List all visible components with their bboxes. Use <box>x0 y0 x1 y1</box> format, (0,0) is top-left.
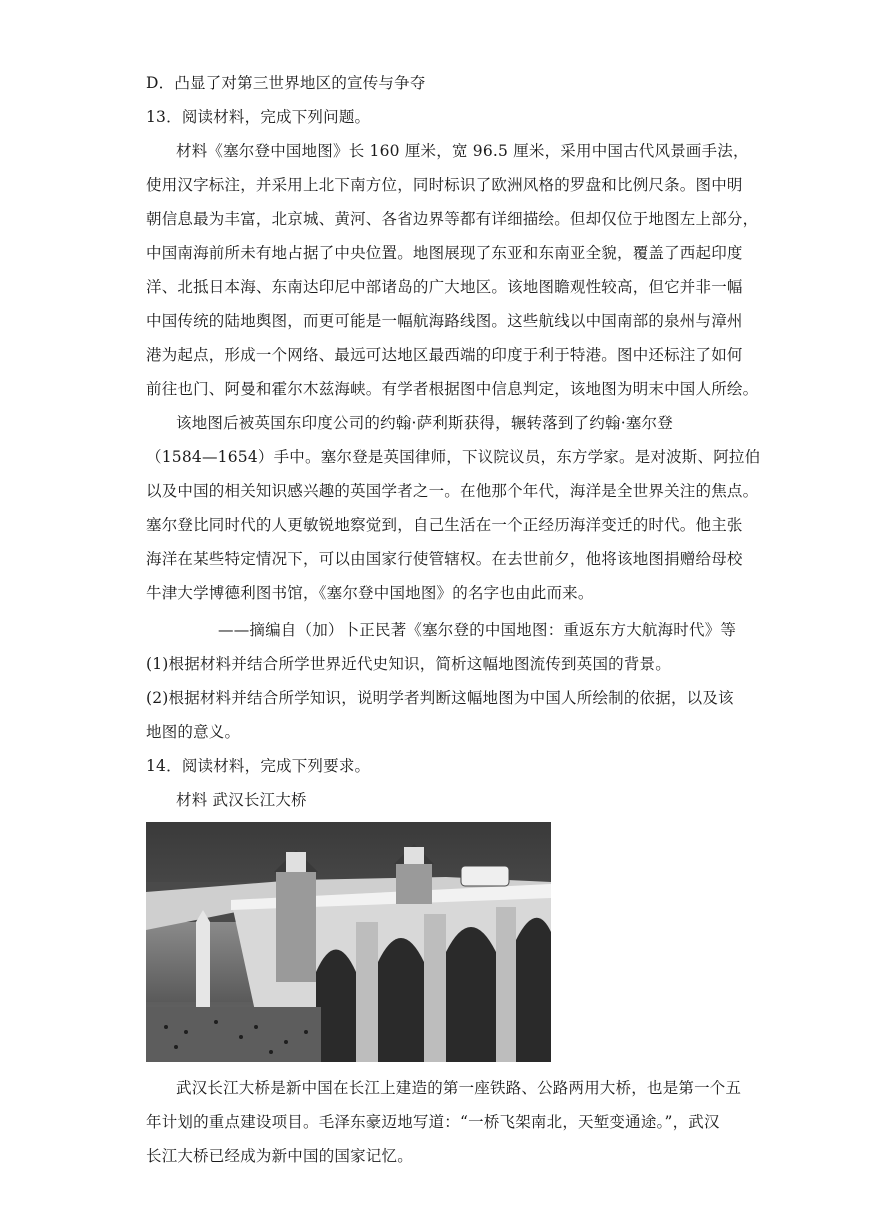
bridge-photo <box>146 822 551 1062</box>
text-line: 朝信息最为丰富，北京城、黄河、各省边界等都有详细描绘。但却仅位于地图左上部分， <box>146 210 759 228</box>
text-line: 年计划的重点建设项目。毛泽东豪迈地写道：“一桥飞架南北，天堑变通途。”，武汉 <box>146 1113 720 1131</box>
text-line: 前往也门、阿曼和霍尔木兹海峡。有学者根据图中信息判定，该地图为明末中国人所绘。 <box>146 380 759 398</box>
text-line: 材料《塞尔登中国地图》长 160 厘米，宽 96.5 厘米，采用中国古代风景画手法， <box>176 142 749 160</box>
text-line: 使用汉字标注，并采用上北下南方位，同时标识了欧洲风格的罗盘和比例尺条。图中明 <box>146 176 743 194</box>
text-line: 长江大桥已经成为新中国的国家记忆。 <box>146 1147 413 1165</box>
q13-sub1: (1)根据材料并结合所学世界近代史知识，简析这幅地图流传到英国的背景。 <box>146 655 671 673</box>
text-line: 中国传统的陆地舆图，而更可能是一幅航海路线图。这些航线以中国南部的泉州与漳州 <box>146 312 743 330</box>
text-line: 武汉长江大桥是新中国在长江上建造的第一座铁路、公路两用大桥，也是第一个五 <box>176 1079 742 1097</box>
text-line: 牛津大学博德利图书馆，《塞尔登中国地图》的名字也由此而来。 <box>146 584 594 602</box>
text-line: 中国南海前所未有地占据了中央位置。地图展现了东亚和东南亚全貌，覆盖了西起印度 <box>146 244 743 262</box>
text-line: 海洋在某些特定情况下，可以由国家行使管辖权。在去世前夕，他将该地图捐赠给母校 <box>146 550 743 568</box>
q13-sub2: (2)根据材料并结合所学知识，说明学者判断这幅地图为中国人所绘制的依据，以及该 <box>146 689 734 707</box>
text-line: 洋、北抵日本海、东南达印尼中部诸岛的广大地区。该地图瞻观性较高，但它并非一幅 <box>146 278 743 296</box>
q13-sub2-cont: 地图的意义。 <box>146 723 241 741</box>
text-line: 塞尔登比同时代的人更敏锐地察觉到，自己生活在一个正经历海洋变迁的时代。他主张 <box>146 516 743 534</box>
q14-material-label: 材料 武汉长江大桥 <box>176 791 307 809</box>
text-line: 以及中国的相关知识感兴趣的英国学者之一。在他那个年代，海洋是全世界关注的焦点。 <box>146 482 759 500</box>
q14-heading: 14．阅读材料，完成下列要求。 <box>146 757 371 775</box>
text-line: 该地图后被英国东印度公司的约翰·萨利斯获得，辗转落到了约翰·塞尔登 <box>176 414 673 432</box>
text-line: 港为起点，形成一个网络、最远可达地区最西端的印度于利于特港。图中还标注了如何 <box>146 346 743 364</box>
q13-heading: 13．阅读材料，完成下列问题。 <box>146 108 371 126</box>
option-d: D．凸显了对第三世界地区的宣传与争夺 <box>146 74 426 92</box>
q13-source: ——摘编自（加）卜正民著《塞尔登的中国地图：重返东方大航海时代》等 <box>218 621 737 639</box>
text-line: （1584—1654）手中。塞尔登是英国律师，下议院议员，东方学家。是对波斯、阿拉伯 <box>146 448 761 466</box>
